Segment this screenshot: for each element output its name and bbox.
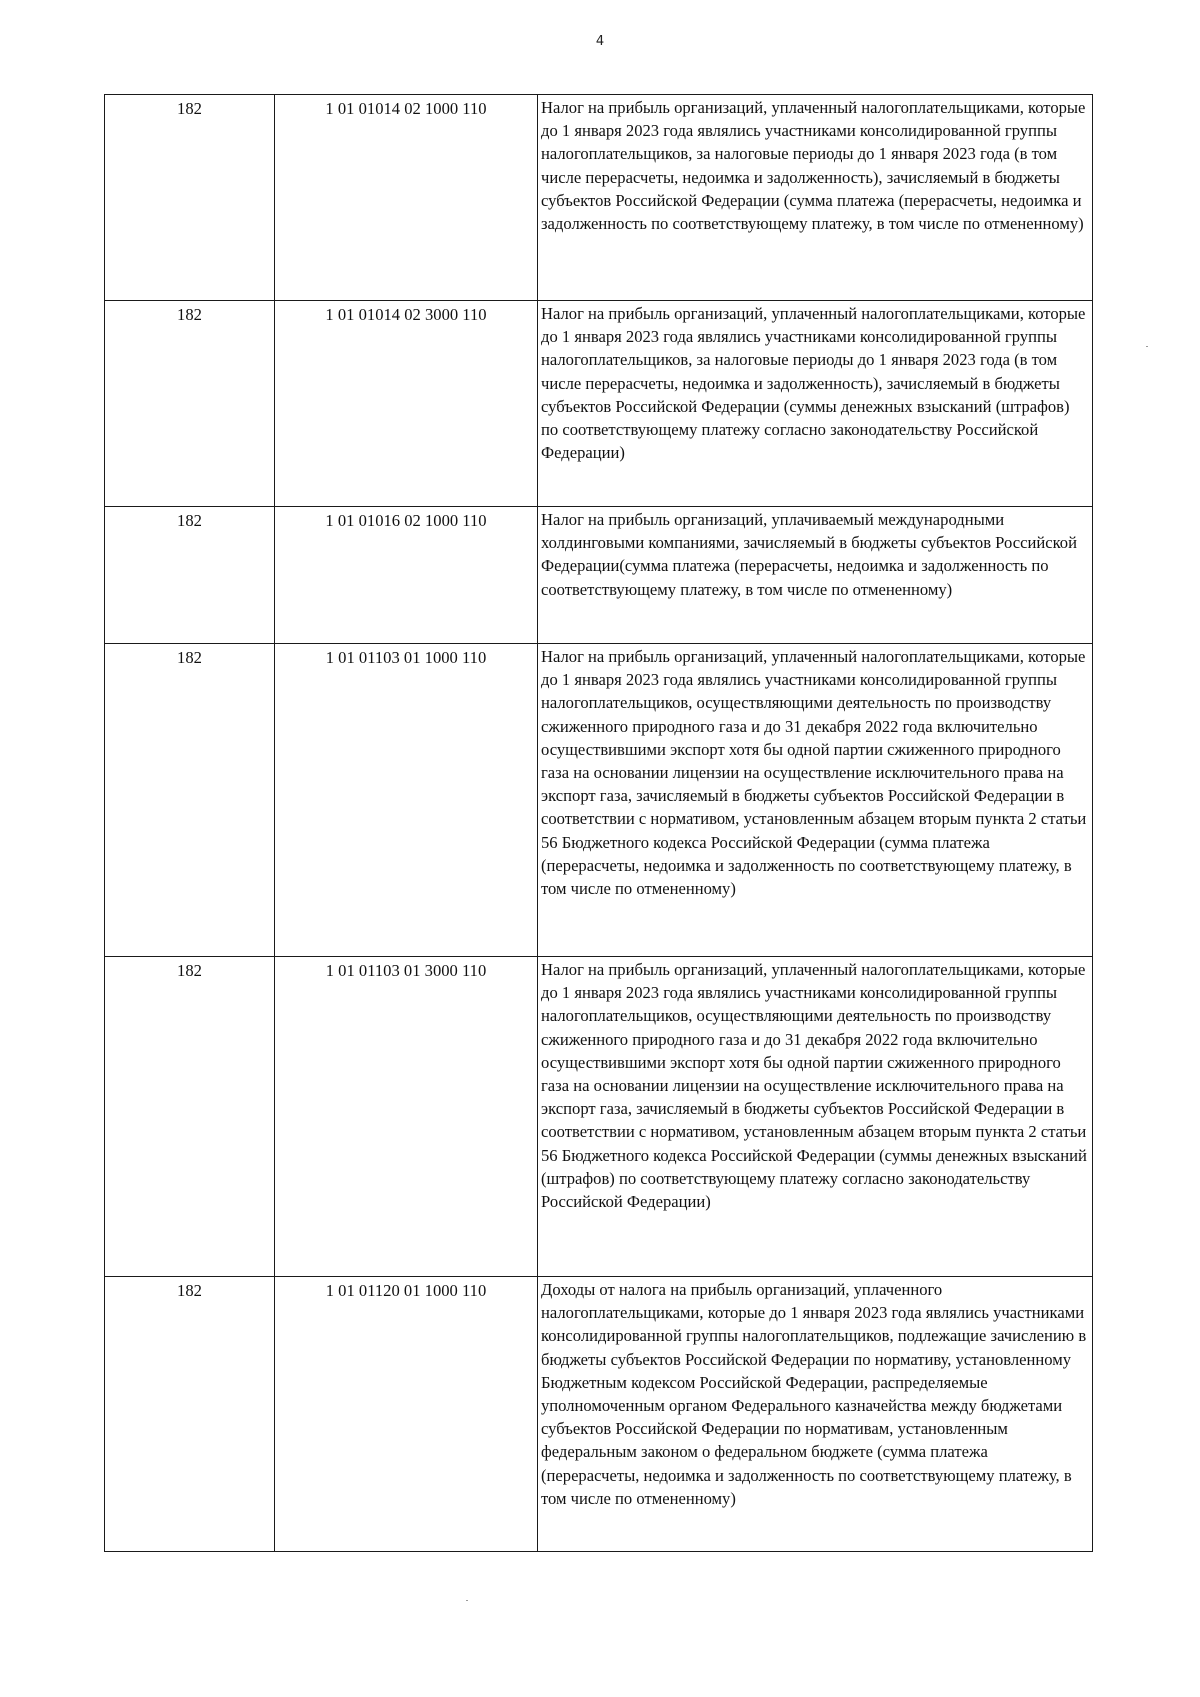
scan-speck [1146, 346, 1148, 347]
description-cell [538, 644, 1093, 957]
table-row [105, 95, 1093, 301]
description-cell [538, 507, 1093, 644]
description-cell [538, 1277, 1093, 1552]
description-cell [538, 95, 1093, 301]
description-text: Налог на прибыль организаций, уплаченный налогоплательщиками, которые до 1 января 2023 года являлись участниками консолидированной группы налогоплательщиков, за налоговые периоды до 1 января 2023 года (в том числе перерасчеты, недоимка и задолженность), зачисляемый в бюджеты субъектов Российской Федерации (сумма платежа (перерасчеты, недоимка и задолженность по соответствующему платежу, в том числе по отмененному) [541, 98, 1086, 234]
admin-code-cell: 182 [105, 1277, 275, 1552]
admin-code-cell: 182 [105, 301, 275, 507]
admin-code-cell: 182 [105, 95, 275, 301]
budget-codes-table [104, 94, 1093, 1552]
description-text: Налог на прибыль организаций, уплаченный налогоплательщиками, которые до 1 января 2023 года являлись участниками консолидированной группы налогоплательщиков, осуществляющими деятельность по производству сжиженного природного газа и до 31 декабря 2022 года включительно осуществившими экспорт хотя бы одной партии сжиженного природного газа на основании лицензии на осуществление исключительного права на экспорт газа, зачисляемый в бюджеты субъектов Российской Федерации в соответствии с нормативом, установленным абзацем вторым пункта 2 статьи 56 Бюджетного кодекса Российской Федерации (сумма платежа (перерасчеты, недоимка и задолженность по соответствующему платежу, в том числе по отмененному) [541, 647, 1087, 899]
budget-code-cell: 1 01 01014 02 3000 110 [275, 301, 538, 507]
table-row [105, 1277, 1093, 1552]
page-number: 4 [595, 34, 605, 49]
table-row [105, 301, 1093, 507]
description-text: Доходы от налога на прибыль организаций, уплаченного налогоплательщиками, которые до 1 января 2023 года являлись участниками консолидированной группы налогоплательщиков, подлежащие зачислению в бюджеты субъектов Российской Федерации по нормативу, установленному Бюджетным кодексом Российской Федерации, распределяемые уполномоченным органом Федерального казначейства между бюджетами субъектов Российской Федерации по нормативам, установленным федеральным законом о федеральном бюджете (сумма платежа (перерасчеты, недоимка и задолженность по соответствующему платежу, в том числе по отмененному) [541, 1280, 1087, 1508]
description-text: Налог на прибыль организаций, уплачиваемый международными холдинговыми компаниями, зачисляемый в бюджеты субъектов Российской Федерации(сумма платежа (перерасчеты, недоимка и задолженность по соответствующему платежу, в том числе по отмененному) [541, 510, 1077, 599]
scan-speck [466, 1600, 468, 1601]
description-text: Налог на прибыль организаций, уплаченный налогоплательщиками, которые до 1 января 2023 года являлись участниками консолидированной группы налогоплательщиков, осуществляющими деятельность по производству сжиженного природного газа и до 31 декабря 2022 года включительно осуществившими экспорт хотя бы одной партии сжиженного природного газа на основании лицензии на осуществление исключительного права на экспорт газа, зачисляемый в бюджеты субъектов Российской Федерации в соответствии с нормативом, установленным абзацем вторым пункта 2 статьи 56 Бюджетного кодекса Российской Федерации (суммы денежных взысканий (штрафов) по соответствующему платежу согласно законодательству Российской Федерации) [541, 960, 1087, 1212]
admin-code-cell: 182 [105, 644, 275, 957]
admin-code-cell: 182 [105, 957, 275, 1277]
table-row [105, 507, 1093, 644]
description-cell [538, 957, 1093, 1277]
table-row [105, 957, 1093, 1277]
budget-code-cell: 1 01 01120 01 1000 110 [275, 1277, 538, 1552]
description-cell [538, 301, 1093, 507]
admin-code-cell: 182 [105, 507, 275, 644]
description-text: Налог на прибыль организаций, уплаченный налогоплательщиками, которые до 1 января 2023 года являлись участниками консолидированной группы налогоплательщиков, за налоговые периоды до 1 января 2023 года (в том числе перерасчеты, недоимка и задолженность), зачисляемый в бюджеты субъектов Российской Федерации (суммы денежных взысканий (штрафов) по соответствующему платежу согласно законодательству Российской Федерации) [541, 304, 1086, 463]
budget-code-cell: 1 01 01014 02 1000 110 [275, 95, 538, 301]
budget-code-cell: 1 01 01016 02 1000 110 [275, 507, 538, 644]
budget-code-cell: 1 01 01103 01 1000 110 [275, 644, 538, 957]
table-row [105, 644, 1093, 957]
budget-code-cell: 1 01 01103 01 3000 110 [275, 957, 538, 1277]
